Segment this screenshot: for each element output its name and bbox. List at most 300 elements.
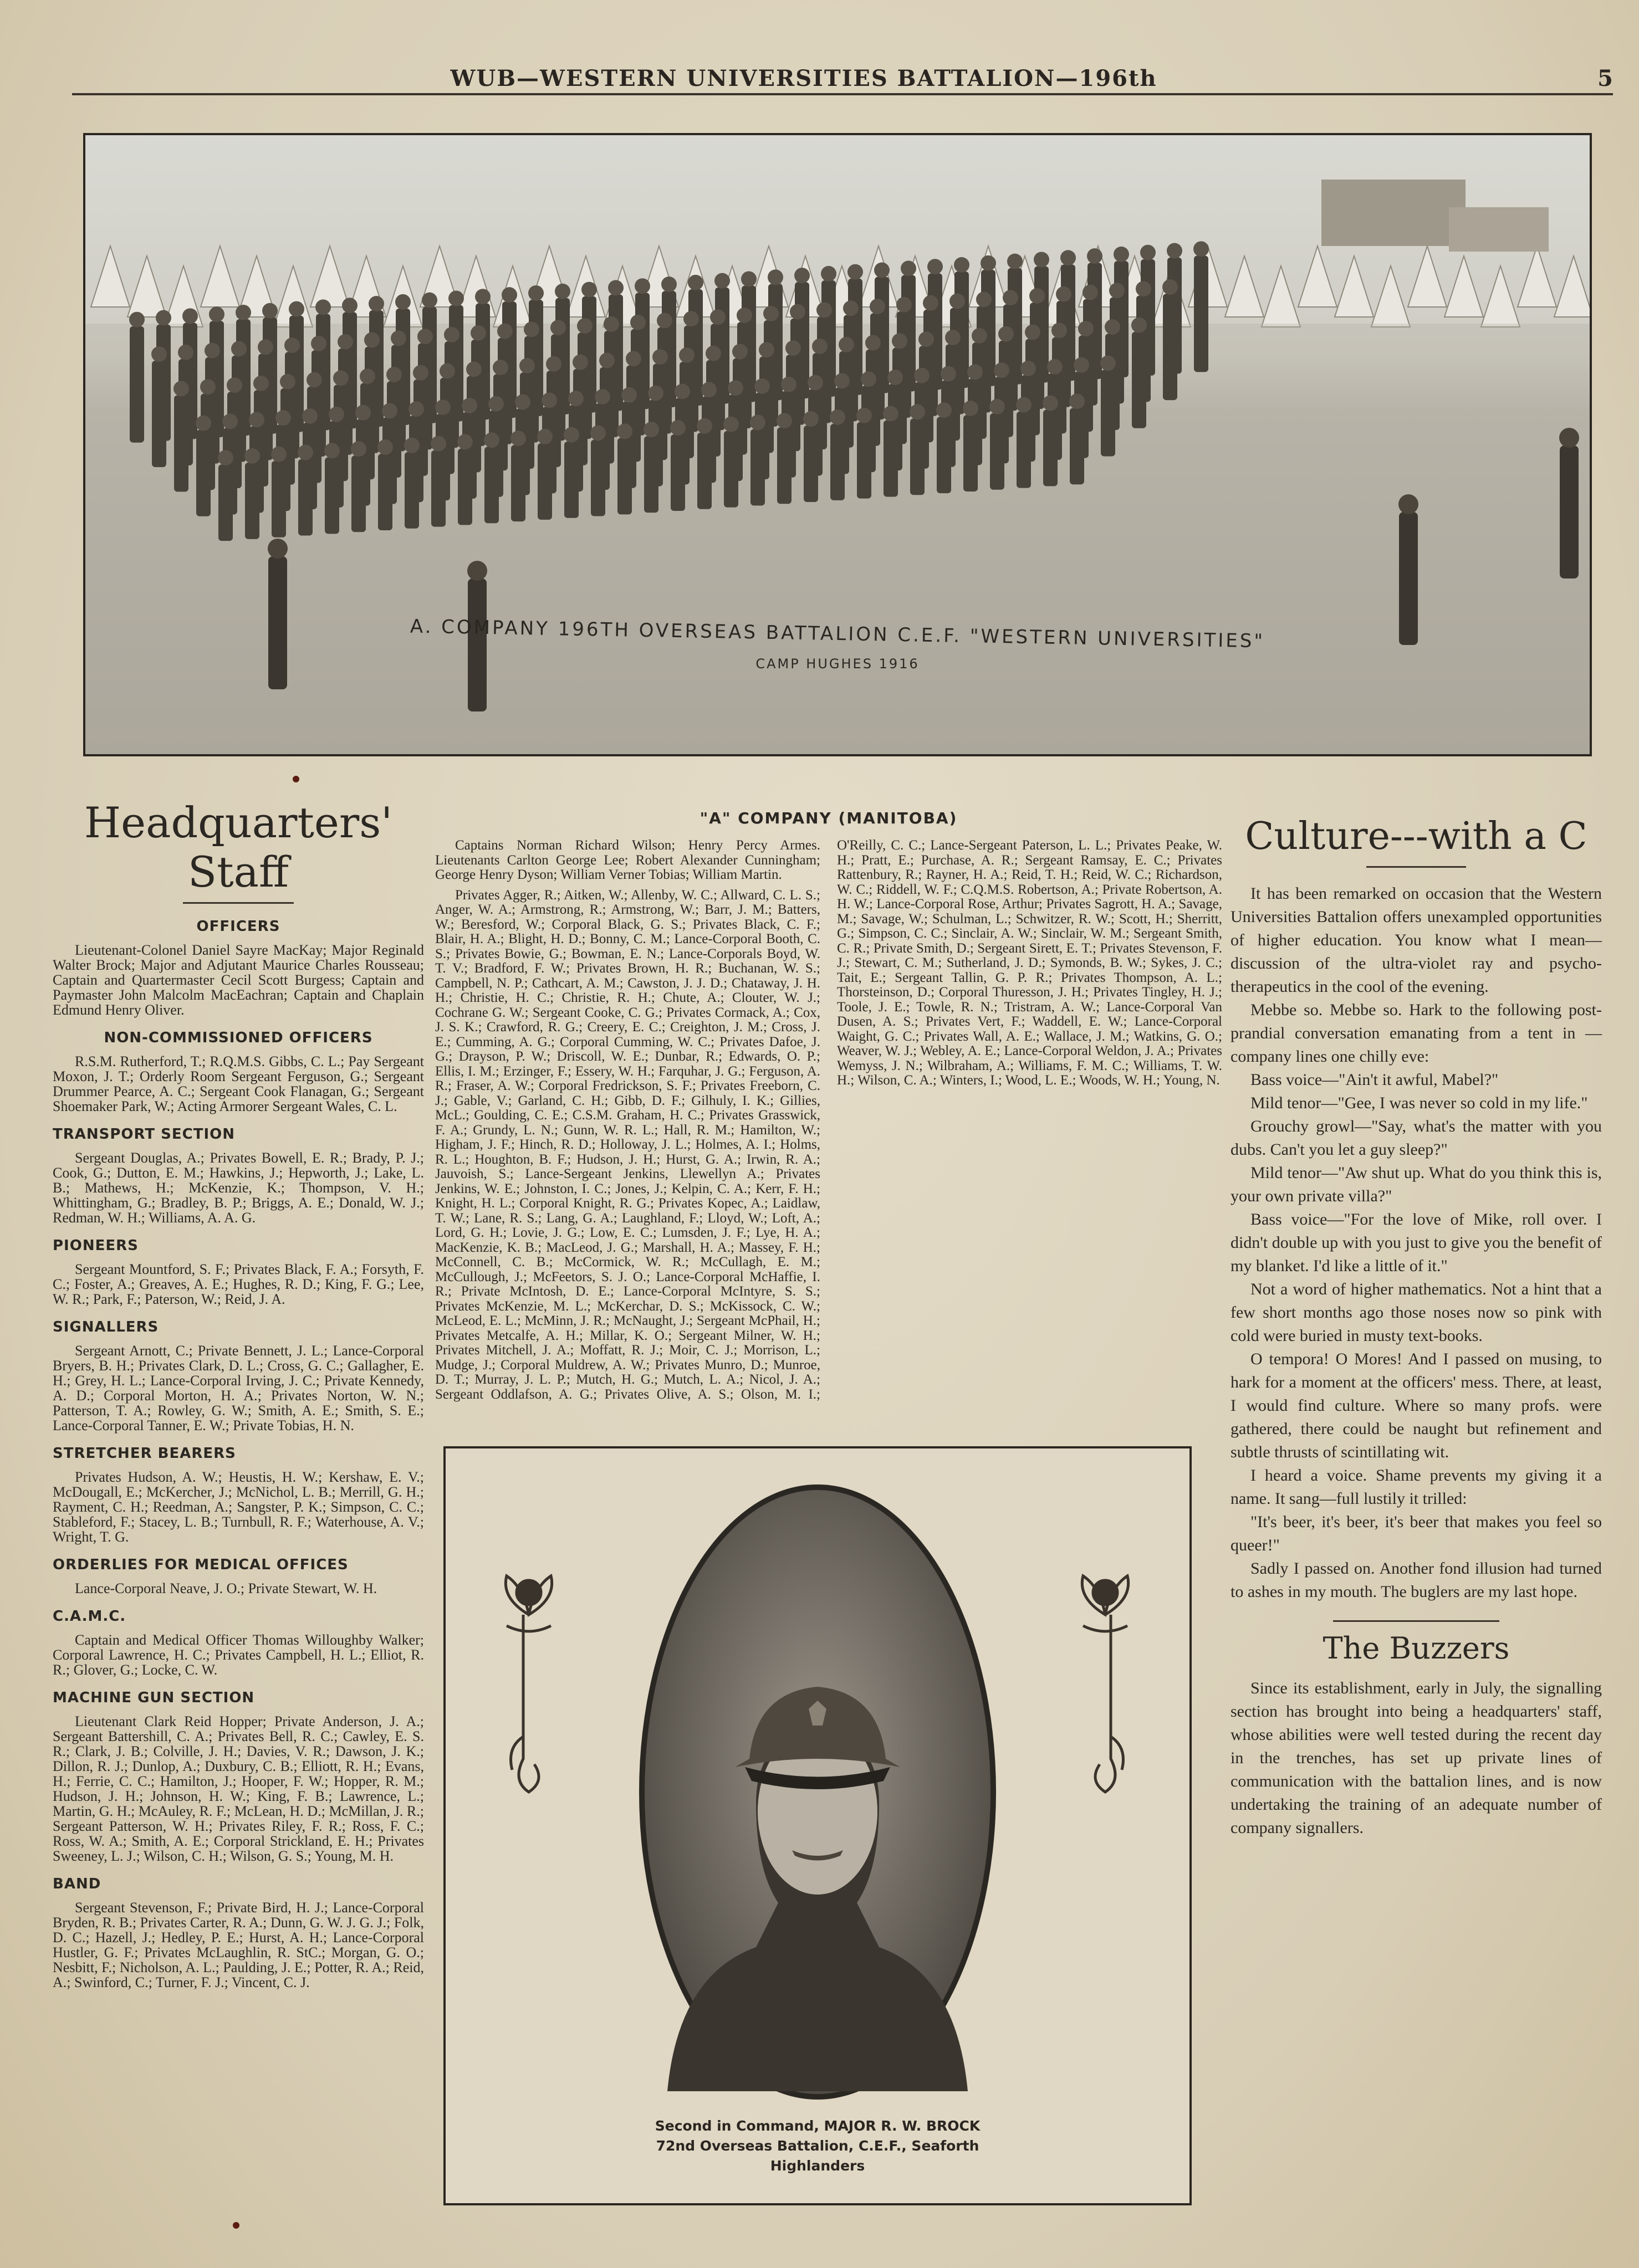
soldier [484, 447, 499, 523]
soldier [777, 427, 792, 504]
soldier [884, 420, 898, 496]
soldier-head [519, 358, 535, 373]
soldier-head [355, 405, 371, 421]
soldier-head [1193, 241, 1209, 257]
soldier-head [981, 255, 996, 271]
soldier-head [178, 345, 193, 360]
officer [1560, 446, 1579, 578]
soldier [963, 415, 978, 492]
hq-section-heading: ORDERLIES FOR MEDICAL OFFICES [53, 1557, 349, 1573]
soldier-head [870, 299, 885, 314]
company-photograph [83, 133, 1592, 756]
soldier-head [369, 296, 384, 311]
soldier-head [581, 282, 597, 298]
officer-head [1559, 428, 1579, 448]
soldier-head [568, 391, 584, 406]
a-company-roster [435, 838, 1222, 1404]
officer-head [467, 561, 487, 581]
soldier-head [896, 297, 912, 313]
soldier-head [901, 260, 916, 276]
soldier-head [777, 413, 792, 428]
page-header [72, 65, 1613, 95]
hq-section-text: Sergeant Douglas, A.; Privates Bowell, E. R.; Brady, P. J.; Cook, G.; Dutton, E. M.; Hawkins, J.; Hepworth, J.; Lake, L. B.; Mathews, H.; McKenzie, K.; Thompson, V. H.; Whittingham, G.; Bradley, B. P.; Briggs, A. E.; Donald, W. J.; Redman, W. H.; Williams, A. A. G. [53, 1150, 424, 1226]
soldier-head [413, 365, 428, 381]
soldier-head [1007, 254, 1023, 269]
soldier-head [271, 447, 287, 462]
tent [1262, 266, 1300, 327]
soldier-head [923, 295, 938, 311]
soldier-head [493, 360, 508, 375]
soldier-head [573, 355, 588, 370]
soldier-head [608, 280, 624, 295]
a-company-privates: Privates Agger, R.; Aitken, W.; Allenby, W. C.; Allward, C. L. S.; Anger, W. A.; Armstrong, R.; Armstrong, W.; Barr, J. M.; Batters, W.; Beresford, W.; Corporal Black, G. S.; Privates Black, C. F.; Blair, H. A.; Blight, H. D.; Bonny, C. M.; Lance-Corporal Booth, C. S.; Privates Bowie, G.; Bowman, E. N.; Lance-Corporals Boyd, W. T. V.; Bradford, F. W.; Privates Brown, H. R.; Buchanan, W. S.; Campbell, N. P.; Cathcart, A. M.; Cawston, J. J. D.; Chataway, J. H. H.; Christie, H. C.; Christie, R. H.; Chute, A.; Clouter, W. J.; Cochrane G. W.; Sergeant Cooke, C. G.; Privates Cormack, A.; Cox, J. S. K.; Crawford, R. G.; Creery, E. C.; Creighton, J. M.; Cross, J. E.; Cumming, A. G.; Corporal Cumming, W. C.; Privates Dafoe, J. G.; Drayson, P. W.; Driscoll, W. E.; Dunbar, R.; Edwards, O. P.; Ellis, I. M.; Erzinger, F.; Essery, W. H.; Farquhar, J. G.; Ferguson, A. R.; Fraser, A. W.; Corporal Fredrickson, S. F.; Privates Freeborn, C. J.; Gable, V.; Garland, C. H.; Gibb, D. F.; Gilhuly, I. K.; Gillies, McL.; Goulding, C. E.; C.S.M. Graham, H. C.; Privates Grasswick, F. A.; Grundy, L. N.; Gunn, W. R. L.; Hall, R. M.; Hamilton, W.; Higham, J. F.; Hinch, R. D.; Holloway, J. L.; Holmes, A. I.; Holms, R. L.; Houghton, B. F.; Hudson, J. H.; Hurst, G. A.; Irwin, R. A.; Jauvoish, S.; Lance-Sergeant Jenkins, Llewellyn A.; Privates Jenkins, W. E.; Johnston, I. C.; Jones, J.; Kelpin, C. A.; Kerr, F. H.; Knight, H. L.; Corporal Knight, R. G.; Privates Kopec, A.; Laidlaw, T. W.; Lane, R. S.; Lang, G. A.; Laughland, F.; Lloyd, W.; Loft, A.; Lord, G. H.; Lovie, J. G.; Low, E. C.; Lumsden, J. F.; Lye, H. A.; MacKenzie, K. B.; MacLeod, J. G.; Marshall, H. A.; Massey, F. H.; McConnell, C. B.; McCormick, W. R.; McCullagh, E. M.; McCullough, J.; McFeetors, S. J. O.; Lance-Corporal McHaffie, I. R.; Private McIntosh, D. E.; Lance-Corporal McIntyre, S. S.; Privates McKenzie, M. L.; McKerchar, D. S.; McKissock, C. W.; McLeod, E. L.; McMinn, J. R.; McNaught, J.; Sergeant McPhail, H.; Privates Metcalfe, A. H.; Millar, K. O.; Sergeant Milner, W. H.; Privates Mitchell, J. A.; Moffatt, R. J.; Moir, C. J.; Morrison, L.; Mudge, J.; Corporal Muldrew, A. W.; Privates Munro, D.; Munroe, D. T.; Murray, J. L. P.; Mutch, H. G.; Mutch, L. A.; Nicol, J. A.; Sergeant Oddlafson, A. G.; Privates Olive, A. S.; Olson, M. I.; O'Reilly, C. C.; Lance-Sergeant Paterson, L. L.; Privates Peake, W. H.; Pratt, E.; Purchase, A. R.; Sergeant Ramsay, E. C.; Privates Rattenbury, R.; Rayner, H. A.; Reid, T. H.; Reid, W. C.; Richardson, W. C.; Riddell, W. F.; C.Q.M.S. Robertson, A.; Private Robertson, A. H. W.; Lance-Corporal Rose, Arthur; Privates Sagrott, H. A.; Savage, M.; Savage, W.; Schulman, L.; Schwitzer, R. W.; Scott, H.; Sherritt, G.; Simpson, C. C.; Sinclair, A. W.; Sinclair, W. M.; Sergeant Smith, C. R.; Private Smith, D.; Sergeant Sirett, E. T.; Privates Stevenson, F. J.; Stewart, C. M.; Sutherland, J. D.; Symonds, B. W.; Sykes, J. C.; Tait, E.; Sergeant Tallin, G. P. R.; Privates Thompson, A. L.; Thorsteinson, D.; Corporal Thuresson, J. H.; Privates Tingley, H. J.; Toole, J. E.; Towle, R. N.; Tristram, A. W.; Lance-Corporal Van Dusen, A. S.; Privates Vert, F.; Waddell, E. W.; Lance-Corporal Waight, G. C.; Privates Wall, A. E.; Wallace, J. M.; Watkins, G. O.; Weaver, W. J.; Webley, A. E.; Lance-Corporal Weldon, J. A.; Privates Wemyss, J. N.; Wilbraham, A.; Williams, F. M. C.; Williams, T. W. H.; Wilson, C. A.; Winters, I.; Wood, L. E.; Woods, W. H.; Young, N. [435, 838, 1222, 1402]
portrait-caption-line2: 72nd Overseas Battalion, C.E.F., Seaforth [656, 2138, 979, 2154]
soldier-head [1051, 322, 1067, 338]
camp-building [1321, 180, 1466, 246]
soldier-head [510, 431, 526, 446]
culture-paragraph: Sadly I passed on. Another fond illusion had turned to ashes in my mouth. The buglers are my last hope. [1230, 1559, 1602, 1601]
ink-spot [293, 776, 299, 782]
soldier-head [910, 404, 925, 419]
soldier-head [324, 443, 340, 458]
soldier-head [1016, 397, 1032, 413]
soldier-head [861, 371, 876, 387]
soldier-head [865, 335, 881, 351]
soldier-head [1105, 319, 1120, 335]
soldier-head [298, 445, 313, 460]
soldier-head [972, 328, 987, 344]
soldier [218, 464, 233, 541]
soldier-head [963, 401, 978, 416]
soldier-head [537, 429, 553, 444]
camp-building [1449, 207, 1549, 252]
soldier [750, 429, 765, 505]
soldier-head [307, 372, 322, 387]
soldier-head [714, 273, 730, 289]
running-title: WUB—WESTERN UNIVERSITIES BATTALION—196th [450, 65, 1157, 91]
soldier-head [918, 331, 934, 347]
soldier-head [315, 299, 331, 315]
soldier-head [156, 310, 171, 326]
soldier-head [701, 382, 717, 397]
soldier-head [417, 329, 433, 344]
soldier-head [244, 448, 260, 464]
soldier-head [604, 316, 619, 332]
soldier-head [236, 305, 251, 320]
hq-sections [53, 918, 424, 1990]
officer [1399, 512, 1418, 645]
soldier-head [444, 327, 459, 342]
soldier-head [351, 441, 366, 457]
soldier-head [617, 423, 632, 439]
soldier-head [564, 427, 579, 443]
tent [1225, 256, 1264, 317]
soldier-head [448, 290, 464, 306]
tent [127, 256, 166, 317]
portrait-caption [446, 2116, 1189, 2176]
hq-section-text: Sergeant Stevenson, F.; Private Bird, H. J.; Lance-Corporal Bryden, R. B.; Privates Carter, R. A.; Dunn, G. W. J. G. J.; Folk, D. C.; Hazell, J.; Hedley, P. E.; Hurst, A. H.; Lance-Corporal Hustler, G. F.; Privates McLaughlin, R. StC.; Morgan, G. O.; Nesbitt, F.; Nicholson, A. L.; Paulding, J. E.; Potter, R. A.; Reid, A.; Swinford, C.; Turner, F. J.; Vincent, C. J. [53, 1900, 424, 1990]
culture-paragraph: Mild tenor—"Aw shut up. What do you think this is, your own private villa?" [1230, 1164, 1602, 1205]
soldier-head [1087, 248, 1102, 264]
hq-section-heading: BAND [53, 1876, 101, 1892]
soldier-head [395, 294, 411, 310]
buzzers-rule [1333, 1620, 1499, 1622]
soldier-head [967, 364, 983, 380]
soldier-head [1074, 357, 1089, 373]
soldier [272, 461, 286, 537]
soldier-head [1043, 395, 1058, 411]
soldier [298, 459, 313, 536]
soldier [378, 454, 392, 530]
soldier-head [1029, 288, 1045, 304]
soldier-head [227, 377, 242, 393]
soldier-head [200, 379, 216, 395]
officer [468, 578, 487, 711]
tent [1444, 256, 1483, 317]
soldier-head [994, 362, 1009, 378]
soldier-head [466, 361, 482, 377]
soldier-head [196, 416, 211, 431]
soldier-head [683, 311, 699, 326]
soldier-head [528, 285, 544, 301]
soldier-head [502, 287, 517, 303]
hq-section-heading: SIGNALLERS [53, 1319, 159, 1335]
soldier [1017, 412, 1031, 488]
soldier-head [723, 417, 739, 432]
soldier-head [590, 426, 606, 441]
soldier-head [1100, 355, 1116, 371]
soldier-head [253, 376, 269, 391]
soldier-head [382, 403, 397, 418]
soldier-head [630, 315, 646, 330]
soldier-head [874, 263, 890, 278]
soldier-head [812, 339, 828, 354]
tent [1408, 246, 1447, 307]
soldier [857, 422, 871, 499]
soldier-head [732, 344, 748, 360]
soldier-head [830, 409, 845, 425]
buzzers-title: The Buzzers [1323, 1631, 1510, 1666]
tent [201, 246, 239, 307]
soldier-head [763, 306, 779, 321]
culture-paragraph: Bass voice—"For the love of Mike, roll over. I didn't double up with you just to give you the benefit of my blanket. I'd like a little of it." [1230, 1210, 1602, 1275]
hq-section-text: Captain and Medical Officer Thomas Willoughby Walker; Corporal Lawrence, H. C.; Privates Campbell, H. L.; Elliot, R. R.; Glover, G.; Locke, C. W. [53, 1632, 424, 1678]
soldier-head [1140, 245, 1156, 260]
soldier-head [1025, 325, 1040, 340]
soldier-head [1167, 243, 1182, 259]
tent [1371, 266, 1410, 327]
soldier-head [173, 381, 189, 396]
soldier-head [262, 303, 278, 319]
soldier-head [475, 289, 491, 304]
soldier-head [595, 389, 610, 405]
soldier-head [386, 367, 402, 382]
soldier-head [989, 399, 1005, 414]
soldier-head [1114, 247, 1129, 262]
a-company-title: "A" COMPANY (MANITOBA) [699, 809, 958, 827]
hq-section-heading: STRETCHER BEARERS [53, 1445, 236, 1462]
soldier [724, 431, 738, 508]
hq-section-heading: TRANSPORT SECTION [53, 1126, 235, 1143]
soldier-head [843, 300, 859, 316]
culture-title: Culture---with a C [1245, 815, 1587, 858]
soldier-head [1034, 252, 1049, 267]
soldier-head [768, 269, 783, 285]
tent [1298, 246, 1337, 307]
culture-paragraph: Not a word of higher mathematics. Not a hint that a few short months ago those noses now so pink with cold were buried in musty text-books. [1230, 1280, 1602, 1345]
soldier-head [289, 301, 304, 317]
soldier-head [750, 414, 765, 430]
soldier-head [697, 418, 712, 434]
soldier [1043, 409, 1058, 486]
soldier-head [644, 422, 659, 437]
soldier-head [661, 277, 677, 292]
soldier-head [209, 306, 224, 322]
soldier [697, 433, 712, 509]
soldier-head [129, 312, 145, 327]
soldier [174, 395, 188, 492]
a-company-block [435, 809, 1222, 1404]
soldier [617, 438, 632, 514]
hq-section-text: Sergeant Mountford, S. F.; Privates Black, F. A.; Forsyth, F. C.; Foster, A.; Greaves, A. E.; Hughes, R. D.; King, F. G.; Lee, W. R.; Park, F.; Paterson, W.; Reid, J. A. [53, 1261, 424, 1307]
soldier-head [471, 325, 486, 341]
soldier-head [311, 336, 326, 351]
soldier [937, 417, 951, 493]
soldier-head [431, 436, 446, 452]
soldier-head [524, 321, 539, 337]
soldier-head [577, 318, 593, 334]
soldier [1163, 294, 1177, 400]
hq-section-text: R.S.M. Rutherford, T.; R.Q.M.S. Gibbs, C. L.; Pay Sergeant Moxon, J. T.; Orderly Room Sergeant Ferguson, G.; Sergeant Drummer Pearce, A. C.; Sergeant Cook Flanagan, G.; Sergeant Shoemaker Park, W.; Acting Armorer Sergeant Wales, C. L. [53, 1053, 424, 1114]
buzzers-paragraph: Since its establishment, early in July, the signalling section has brought into being a headquarters' staff, whose abilities were well tested during the recent day in the trenches, has set up private lines of communication with the battalion lines, and is now undertaking the training of an adequate number of company signallers. [1230, 1679, 1602, 1837]
soldier [990, 413, 1004, 490]
soldier-head [218, 450, 233, 465]
soldier-head [488, 396, 504, 412]
soldier-head [657, 313, 672, 329]
culture-paragraph: Mebbe so. Mebbe so. Hark to the following post-prandial conversation emanating from a tent in — company lines one chilly eve: [1230, 1001, 1602, 1066]
soldier [351, 455, 366, 532]
soldier-head [360, 368, 375, 384]
soldier-head [941, 366, 956, 382]
tent [1554, 256, 1590, 317]
culture-paragraph: O tempora! O Mores! And I passed on musing, to hark for a moment at the officers' mess. There, at least, I would find culture. Where so many profs. were gathered, there could be naught but refinement and subtle thrusts of scintillating wit. [1230, 1350, 1602, 1461]
soldier-head [954, 257, 969, 273]
soldier-head [652, 349, 668, 365]
soldier-head [790, 304, 805, 320]
soldier-head [648, 386, 663, 401]
soldier [1070, 408, 1084, 484]
soldier-head [728, 380, 743, 396]
soldier-head [949, 294, 965, 309]
soldier-head [555, 284, 570, 299]
soldier-head [847, 264, 863, 280]
hq-staff-column [53, 798, 424, 1993]
soldier [830, 424, 845, 500]
portrait-caption-line1: Second in Command, MAJOR R. W. BROCK [655, 2118, 981, 2134]
hq-section-heading: C.A.M.C. [53, 1608, 126, 1625]
culture-paragraph: It has been remarked on occasion that the Western Universities Battalion offers unexampled opportunities of higher education. You know what I mean—discussion of the ultra-violet ray and psycho-therapeutics in the cool of the evening. [1230, 884, 1602, 996]
soldier-head [542, 392, 557, 408]
soldier-head [457, 434, 473, 449]
soldier-head [976, 291, 992, 307]
soldier-head [550, 320, 566, 335]
officer-head [1398, 494, 1418, 514]
soldier [804, 426, 818, 502]
soldier-head [1078, 321, 1094, 336]
soldier-head [754, 378, 770, 394]
soldier-head [998, 326, 1014, 342]
soldier-head [635, 278, 650, 294]
soldier-head [794, 268, 810, 283]
soldier-head [435, 400, 451, 415]
culture-paragraph: I heard a voice. Shame prevents my giving it a name. It sang—full lustily it trilled: [1230, 1466, 1602, 1508]
soldier-head [759, 342, 774, 357]
soldier-head [839, 337, 854, 352]
soldier-head [1047, 359, 1063, 375]
soldier-head [936, 402, 952, 418]
soldier-head [222, 414, 238, 429]
soldier-head [329, 407, 344, 422]
soldier-head [883, 406, 898, 421]
soldier-head [914, 368, 930, 383]
soldier-head [275, 410, 291, 426]
soldier-head [856, 408, 872, 423]
soldier-head [834, 373, 850, 388]
soldier-head [391, 330, 406, 346]
soldier-head [258, 339, 273, 355]
soldier-head [338, 334, 353, 350]
officer-head [268, 539, 288, 559]
soldier-head [808, 375, 823, 391]
soldier-head [333, 370, 349, 386]
soldier [130, 326, 144, 443]
tent [91, 246, 130, 307]
soldier-head [515, 395, 530, 410]
tent [310, 246, 349, 307]
soldier-head [1020, 361, 1036, 376]
soldier-head [887, 370, 903, 385]
soldier [245, 463, 259, 539]
soldier-head [1136, 281, 1151, 296]
left-floral-ornament [506, 1576, 552, 1792]
portrait-illustration [446, 1448, 1189, 2203]
tent [1518, 246, 1556, 307]
soldier-head [342, 298, 358, 313]
soldier-head [621, 387, 637, 403]
soldier-head [599, 352, 615, 368]
soldier [1101, 370, 1115, 456]
soldier [1194, 255, 1208, 372]
soldier-head [377, 439, 393, 455]
soldier-head [1131, 318, 1147, 333]
soldier-head [151, 346, 167, 362]
hq-section-text: Privates Hudson, A. W.; Heustis, H. W.; Kershaw, E. V.; McDougall, E.; McKercher, J.; McNichol, L. B.; Merrill, G. H.; Rayment, C. H.; Reedman, A.; Sangster, P. K.; Simpson, C. C.; Stableford, F.; Stacey, L. B.; Turnbull, R. F.; Waterhouse, A. V.; Wright, T. G. [53, 1469, 424, 1545]
culture-paragraph: Bass voice—"Ain't it awful, Mabel?" [1250, 1071, 1499, 1089]
hq-section-text: Lance-Corporal Neave, J. O.; Private Stewart, W. H. [75, 1580, 377, 1596]
soldier-head [781, 377, 796, 392]
hq-section-text: Lieutenant Clark Reid Hopper; Private Anderson, J. A.; Sergeant Battershill, C. A.; Privates Bell, R. C.; Cawley, E. S. R.; Clark, J. B.; Colville, J. H.; Davies, V. R.; Dawson, J. K.; Dillon, R. J.; Dunlop, A.; Duxbury, C. B.; Elliott, R. H.; Evans, H.; Ferrie, C. C.; Hamilton, J.; Hooper, F. W.; Hopper, R. M.; Hudson, J. H.; Johnson, H. W.; King, F. B.; Lawrence, L.; Martin, G. H.; McAuley, R. F.; McLean, H. D.; McMillan, J. R.; Sergeant Patterson, W. H.; Privates Riley, F. R.; Ross, F. C.; Ross, W. A.; Smith, A. E.; Corporal Strickland, E. H.; Privates Sweeney, L. J.; Wilson, C. H.; Wilson, G. S.; Young, M. H. [53, 1713, 424, 1864]
soldier-head [440, 364, 455, 379]
soldier-head [892, 333, 907, 349]
soldier [325, 457, 339, 534]
soldier-head [679, 347, 695, 363]
soldier-head [741, 271, 757, 286]
ink-spot [233, 2222, 239, 2229]
soldier-head [484, 432, 499, 448]
soldier [564, 442, 579, 518]
culture-paragraph: "It's beer, it's beer, it's beer that makes you feel so queer!" [1230, 1513, 1602, 1554]
soldier-head [546, 356, 561, 372]
soldier [644, 436, 658, 513]
soldier [196, 430, 211, 516]
right-floral-ornament [1082, 1576, 1128, 1792]
soldier-head [737, 308, 752, 323]
soldier [910, 418, 925, 495]
soldier-head [688, 275, 703, 290]
soldier-head [821, 266, 836, 281]
soldier-head [462, 398, 477, 413]
page-number: 5 [1597, 65, 1613, 91]
soldier [152, 361, 166, 467]
hq-section-heading: PIONEERS [53, 1237, 139, 1254]
soldier [538, 443, 552, 520]
soldier [511, 445, 525, 521]
soldier-head [249, 412, 264, 427]
soldier-head [284, 337, 300, 353]
soldier-head [497, 324, 513, 339]
soldier-head [409, 401, 424, 417]
soldier-head [670, 420, 686, 436]
soldier-head [816, 302, 832, 318]
photo-caption: A. COMPANY 196TH OVERSEAS BATTALION C.E.F. "WESTERN UNIVERSITIES" [410, 615, 1265, 653]
soldier-head [364, 332, 380, 348]
soldier-head [231, 341, 247, 356]
portrait-frame [443, 1446, 1192, 2205]
soldier-head [675, 383, 690, 399]
tent [1481, 266, 1520, 327]
soldier-head [626, 351, 641, 366]
culture-rule [1366, 866, 1466, 868]
portrait-caption-line3: Highlanders [770, 2158, 865, 2174]
soldier-head [1162, 279, 1178, 295]
culture-column [1230, 815, 1602, 1840]
soldier [591, 440, 605, 516]
title-rule [183, 902, 294, 904]
soldier-head [302, 408, 318, 424]
hq-section-text: Lieutenant-Colonel Daniel Sayre MacKay; Major Reginald Walter Brock; Major and Adjutant Maurice Charles Rousseau; Captain and Quartermaster Cecil Scott Burgess; Captain and Paymaster John Malcolm MacEachran; Captain and Chaplain Edmund Henry Oliver. [53, 942, 424, 1018]
culture-paragraph: Mild tenor—"Gee, I was never so cold in my life." [1250, 1094, 1588, 1112]
soldier-head [927, 259, 943, 274]
hq-section-heading: MACHINE GUN SECTION [53, 1690, 255, 1706]
culture-paragraph: Grouchy growl—"Say, what's the matter with you dubs. Can't you let a guy sleep?" [1230, 1117, 1602, 1159]
buzzers-body [1230, 1677, 1602, 1840]
soldier-head [1056, 286, 1071, 302]
soldier-head [1069, 393, 1085, 409]
hq-section-heading: NON-COMMISSIONED OFFICERS [104, 1030, 373, 1046]
soldier [671, 434, 685, 511]
soldier [458, 448, 472, 525]
soldier-head [803, 411, 819, 427]
soldier-head [1083, 285, 1098, 300]
soldier-head [1109, 283, 1125, 298]
soldier-head [182, 308, 198, 324]
soldier-head [710, 309, 726, 325]
soldier-head [1060, 250, 1076, 265]
soldier-head [422, 293, 437, 308]
soldier-head [785, 340, 801, 356]
soldier-head [205, 343, 220, 359]
soldier-head [1003, 290, 1018, 305]
